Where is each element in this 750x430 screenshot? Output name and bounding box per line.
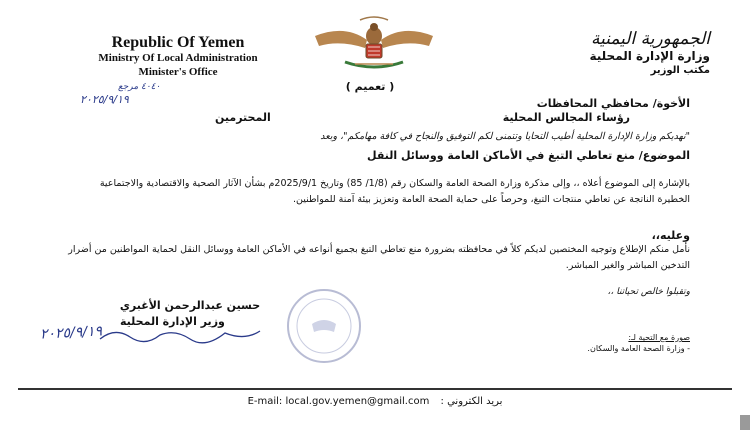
- footer-email-label-ar: : بريد الكتروني: [440, 396, 503, 407]
- body-paragraph-1: بالإشارة إلى الموضوع أعلاه ،، وإلى مذكرة وزارة الصحة العامة والسكان رقم (1/8/ 85) وتاريخ 2025/9/1م بشأن الآثار الصحية والاقتصادية والاجتماعية الخطيرة الناتجة عن تعاطي منتجات التبغ، وحرصاً على حماية الصحة العامة وتعزيز بيئة آمنة للمواطنين.: [99, 178, 690, 205]
- country-name-ar: الجمهورية اليمنية: [590, 29, 710, 49]
- greeting-line: "نهديكم وزارة الإدارة المحلية أطيب التحايا وتتمنى لكم التوفيق والنجاح في كافة مهامكم"، وبعد: [320, 131, 690, 142]
- signature-scribble-icon: [95, 325, 265, 347]
- signatory-name: حسين عبدالرحمن الأغبري: [119, 299, 261, 312]
- english-letterhead: [58, 34, 298, 79]
- circular-label: ( تعميم ): [345, 80, 395, 93]
- addressee-line1: الأخوة/ محافظي المحافظات: [536, 97, 690, 110]
- scan-edge-mark: [740, 415, 750, 430]
- addressee-honorific: المحترمين: [215, 111, 271, 124]
- handwritten-reference: ٤٠٤٠ مرجع: [118, 82, 161, 92]
- office-name-en: Minister's Office: [138, 66, 218, 78]
- cc-heading: صورة مع التحية لـ:: [628, 333, 690, 342]
- country-name-en: Republic Of Yemen: [111, 34, 245, 51]
- cc-item: - وزارة الصحة العامة والسكان.: [587, 344, 690, 353]
- closing-line: وتقبلوا خالص تحياتنا ،،: [607, 287, 690, 297]
- ministry-name-en: Ministry Of Local Administration: [98, 52, 258, 64]
- ministry-stamp-icon: [284, 286, 364, 366]
- footer: [0, 396, 750, 407]
- yemen-eagle-emblem-icon: [305, 14, 443, 72]
- arabic-letterhead: [480, 30, 710, 77]
- addressee-line2: رؤساء المجالس المحلية: [502, 111, 630, 124]
- body-paragraph-2: نأمل منكم الإطلاع وتوجيه المختصين لديكم كلاً في محافظته بضرورة منع تعاطي التبغ بجميع أنواعه في الأماكن العامة ووسائل النقل لحماية المواطنين من أضرار التدخين المباشر والغير المباشر.: [68, 244, 690, 271]
- office-name-ar: مكتب الوزير: [650, 65, 710, 76]
- footer-divider: [18, 388, 732, 390]
- subject-line: الموضوع/ منع تعاطي التبغ في الأماكن العامة ووسائل النقل: [367, 149, 690, 162]
- footer-email: E-mail: local.gov.yemen@gmail.com: [247, 396, 430, 407]
- handwritten-date-top: ٢٠٢٥/٩/١٩: [80, 93, 129, 106]
- ministry-name-ar: وزارة الإدارة المحلية: [589, 49, 710, 63]
- handwritten-date-bottom: ٢٠٢٥/٩/١٩: [39, 323, 103, 343]
- wa-alayh-heading: وعليه،،: [651, 229, 690, 242]
- signatory-title: وزير الإدارة المحلية: [120, 315, 225, 328]
